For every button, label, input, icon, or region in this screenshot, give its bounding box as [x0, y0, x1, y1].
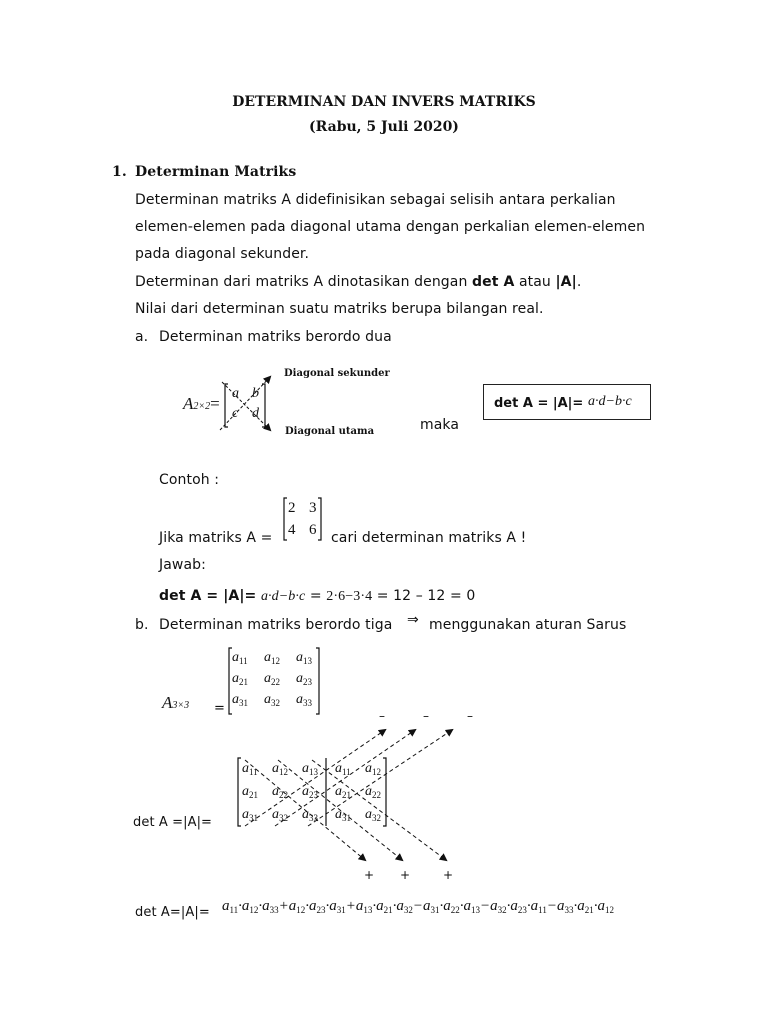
notation-period: .: [576, 274, 582, 290]
sarrus-element: $a_{21}$: [335, 784, 351, 800]
section-number: 1.: [112, 164, 127, 180]
sarrus-element: $a_{23}$: [302, 784, 318, 800]
sarrus-minus-arrow: [245, 730, 385, 826]
det-formula-label: det A = |A|=: [494, 396, 584, 411]
sarrus-minus-arrow: [275, 730, 415, 826]
minus-sign: –: [467, 709, 473, 723]
sarrus-minus-arrow: [308, 730, 452, 826]
matrix-element: $a_{21}$: [232, 671, 248, 687]
notation-text: Determinan dari matriks A dinotasikan dengan: [135, 274, 472, 290]
implies-arrow: ⇒: [407, 612, 419, 628]
matrix-element-b: b: [252, 386, 259, 401]
example-element: 6: [309, 522, 317, 538]
sub-a-label: a.: [135, 329, 149, 345]
sarrus-element: $a_{31}$: [242, 807, 258, 823]
matrix-element: $a_{31}$: [232, 692, 248, 708]
matrix-element: $a_{11}$: [232, 650, 248, 666]
example-question-end: cari determinan matriks A !: [331, 530, 527, 546]
sarrus-element: $a_{22}$: [365, 784, 381, 800]
matrix-element: $a_{32}$: [264, 692, 280, 708]
answer-result: = 12 – 12 = 0: [376, 588, 476, 604]
matrix-element: $a_{12}$: [264, 650, 280, 666]
matrix-element-c: c: [232, 406, 239, 421]
sarrus-element: $a_{12}$: [365, 761, 381, 777]
document-date: (Rabu, 5 Juli 2020): [309, 119, 459, 135]
sub-b-heading-cont: menggunakan aturan Sarus: [429, 617, 627, 633]
final-det-formula: $a_{11}\cdot a_{12}\cdot a_{33}+a_{12}\cdot a_{23}\cdot a_{31}+a_{13}\cdot a_{21}\cdot a_{32}-a_{31}\cdot a_{22}\cdot a_{13}-a_{32}\cdot a_{23}\cdot a_{11}-a_{33}\cdot a_{21}\cdot a_{12}$: [222, 898, 614, 915]
matrix-element-a: a: [232, 386, 239, 401]
det-a-sarrus-label: det A =|A|=: [133, 815, 213, 830]
sarrus-element: $a_{32}$: [365, 807, 381, 823]
notation-det-a: det A: [472, 274, 515, 290]
matrix-a3-name: A3×3: [162, 693, 190, 712]
example-element: 2: [288, 500, 296, 516]
diagonal-sekunder-label: Diagonal sekunder: [284, 368, 390, 379]
matrix-3x3-brackets: [229, 648, 319, 714]
paragraph-line: elemen-elemen pada diagonal utama dengan perkalian elemen-elemen: [135, 219, 646, 235]
example-question-start: Jika matriks A =: [159, 530, 273, 546]
maka-text: maka: [420, 417, 460, 433]
sarrus-plus-arrow: [278, 760, 402, 860]
paragraph-line: pada diagonal sekunder.: [135, 246, 310, 262]
sarrus-element: $a_{11}$: [242, 761, 258, 777]
sarrus-element: $a_{12}$: [272, 761, 288, 777]
sarrus-element: $a_{11}$: [335, 761, 351, 777]
sub-a-heading: Determinan matriks berordo dua: [159, 329, 392, 345]
answer-formula: a·d−b·c: [260, 589, 306, 604]
example-matrix-brackets: [284, 498, 321, 540]
paragraph-line: Nilai dari determinan suatu matriks berupa bilangan real.: [135, 301, 544, 317]
sub-b-label: b.: [135, 617, 149, 633]
det-formula-expression: a·d−b·c: [588, 394, 632, 409]
diagonal-utama-arrow: [222, 382, 270, 430]
jawab-label: Jawab:: [159, 557, 206, 573]
notation-or: atau: [514, 274, 556, 290]
matrix-element: $a_{23}$: [296, 671, 312, 687]
sarrus-element: $a_{32}$: [272, 807, 288, 823]
final-det-label: det A=|A|=: [135, 905, 210, 920]
matrix-element: $a_{22}$: [264, 671, 280, 687]
matrix-a3-eq: =: [214, 701, 225, 716]
paragraph-line: Determinan matriks A didefinisikan sebagai selisih antara perkalian: [135, 192, 616, 208]
section-heading: Determinan Matriks: [135, 164, 297, 180]
sarrus-element: $a_{21}$: [242, 784, 258, 800]
minus-sign: –: [379, 709, 385, 723]
sarrus-element: $a_{13}$: [302, 761, 318, 777]
plus-sign: +: [443, 868, 454, 882]
matrix-element: $a_{33}$: [296, 692, 312, 708]
sarrus-element: $a_{31}$: [335, 807, 351, 823]
matrix-a-name: A2×2=: [183, 394, 220, 413]
matrix-element: $a_{13}$: [296, 650, 312, 666]
matrix-element-d: d: [252, 406, 259, 421]
answer-eq: =: [309, 588, 322, 604]
sarrus-element: $a_{22}$: [272, 784, 288, 800]
minus-sign: –: [423, 709, 429, 723]
answer-substitution: 2·6−3·4: [326, 589, 373, 604]
answer-label: det A = |A|=: [159, 588, 257, 604]
notation-abs-a: |A|: [555, 274, 577, 290]
sarrus-element: $a_{33}$: [302, 807, 318, 823]
document-title: DETERMINAN DAN INVERS MATRIKS: [232, 94, 536, 110]
sub-b-heading: Determinan matriks berordo tiga: [159, 617, 393, 633]
plus-sign: +: [364, 868, 375, 882]
plus-sign: +: [400, 868, 411, 882]
contoh-label: Contoh :: [159, 472, 220, 488]
example-element: 4: [288, 522, 296, 538]
diagonal-utama-label: Diagonal utama: [285, 426, 375, 437]
sarrus-plus-arrow: [245, 760, 365, 860]
example-element: 3: [309, 500, 317, 516]
